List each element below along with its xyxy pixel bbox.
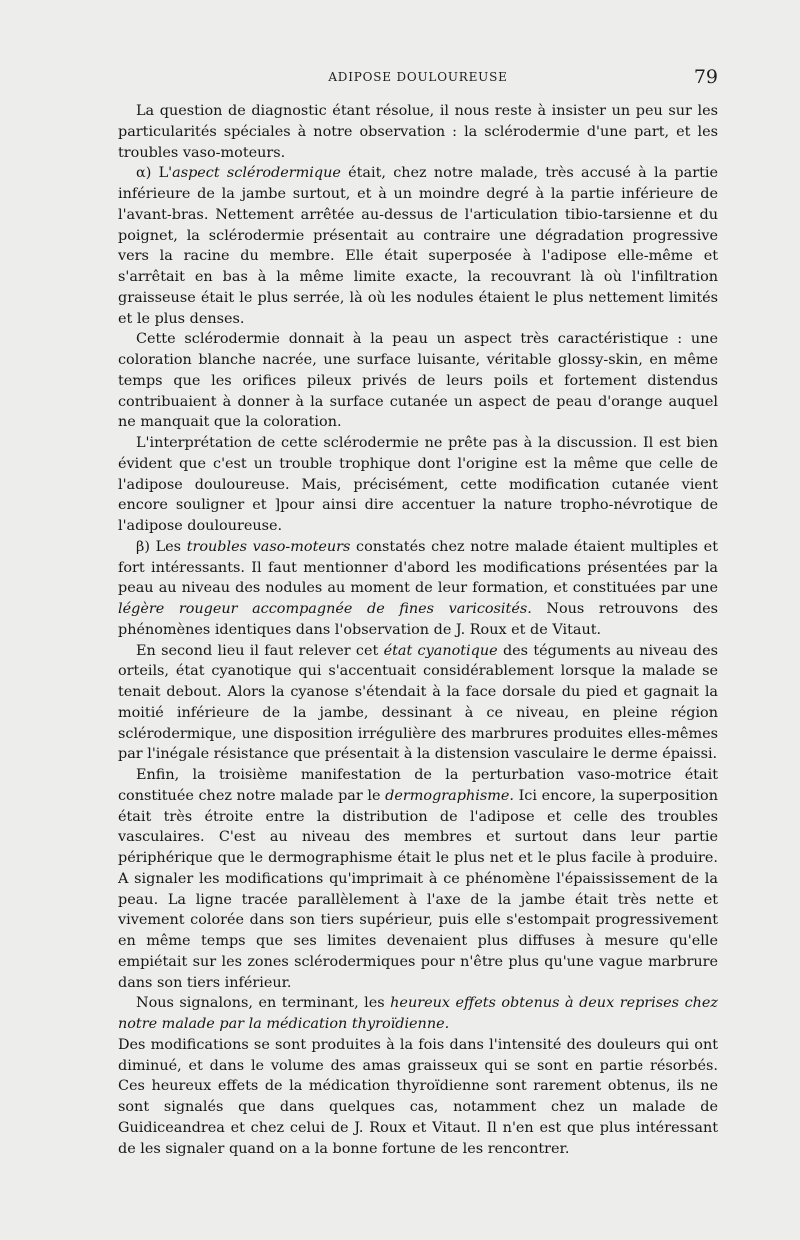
paragraph <box>118 101 718 163</box>
text-run: Des modifications se sont produites à la fois dans l'intensité des douleurs qui ont diminué, et dans le volume des amas graisseux qui se sont en partie résorbés. Ces heureux effets de la médication thyroïdienne sont rarement obtenus, ils ne sont signalés que dans quelques cas, notamment chez un malade de Guidiceandrea et chez celui de J. Roux et Vitaut. Il n'en est que plus intéressant de les signaler quand on a la bonne fortune de les rencontrer. <box>118 1036 718 1157</box>
text-run: constatés chez notre malade étaient multiples et fort intéressants. Il faut mentionner d'abord les modifications présentées par la peau au niveau des nodules au moment de leur formation, et constituées par une <box>118 538 718 597</box>
text-run: α) L' <box>136 165 173 182</box>
text-run: En second lieu il faut relever cet <box>136 642 384 659</box>
paragraph <box>118 993 718 1035</box>
italic-run: dermographisme. <box>385 787 514 804</box>
text-run: des téguments au niveau des orteils, état cyanotique qui s'accentuait considérablement lorsque la malade se tenait debout. Alors la cyanose s'étendait à la face dorsale du pied et gagnait la moitié inférieure de la jambe, dessinant à ce niveau, en pleine région sclérodermique, une disposition irrégulière des marbrures produites elles-mêmes par l'inégale résistance que présentait à la distension vasculaire le derme épaissi. <box>118 642 718 763</box>
text-run: Nous retrouvons des phénomènes identiques dans l'observation de J. Roux et de Vitaut. <box>118 601 718 638</box>
page-header <box>118 66 718 88</box>
text-run: Enfin, la troisième manifestation de la perturbation vaso-motrice était constituée chez notre malade par le <box>118 767 718 804</box>
paragraph <box>118 163 718 329</box>
text-run: L'interprétation de cette sclérodermie ne prête pas à la discussion. Il est bien évident que c'est un trouble trophique dont l'origine est la même que celle de l'adipose douloureuse. Mais, précisément, cette modification cutanée vient encore souligner et ]pour ainsi dire accentuer la nature tropho-névrotique de l'adipose douloureuse. <box>118 435 718 534</box>
paragraph <box>118 329 718 433</box>
text-run: β) Les <box>136 538 187 555</box>
italic-run: état cyanotique <box>383 642 498 659</box>
paragraph <box>118 537 718 641</box>
paragraph <box>118 433 718 537</box>
italic-run: heureux effets obtenus à deux reprises chez notre malade par la médication thyroïdienne. <box>118 995 718 1032</box>
text-run: La question de diagnostic étant résolue, il nous reste à insister un peu sur les particularités spéciales à notre observation : la sclérodermie d'une part, et les troubles vaso-moteurs. <box>118 103 718 161</box>
text-run: était, chez notre malade, très accusé à la partie inférieure de la jambe surtout, et à un moindre degré à la partie inférieure de l'avant-bras. Nettement arrêtée au-dessus de l'articulation tibio-tarsienne et du poignet, la sclérodermie présentait au contraire une dégradation progressive vers la racine du membre. Elle était superposée à l'adipose elle-même et s'arrêtait en bas à la même limite exacte, la recouvrant là où l'infiltration graisseuse était le plus serrée, là où les nodules étaient le plus nettement limités et le plus denses. <box>118 165 718 327</box>
page-number: 79 <box>693 66 718 88</box>
paragraph <box>118 765 718 993</box>
italic-run: troubles vaso-moteurs <box>186 538 351 555</box>
text-run: Nous signalons, en terminant, les <box>136 995 391 1012</box>
italic-run: aspect sclérodermique <box>172 165 341 182</box>
text-run: Cette sclérodermie donnait à la peau un aspect très caractéristique : une coloration blanche nacrée, une surface luisante, véritable glossy-skin, en même temps que les orifices pileux privés de leurs poils et fortement distendus contribuaient à donner à la surface cutanée un aspect de peau d'orange auquel ne manquait que la coloration. <box>118 331 718 431</box>
body-text <box>118 101 718 1159</box>
paragraph <box>118 1035 718 1160</box>
text-run: Ici encore, la superposition était très étroite entre la distribution de l'adipose et celle des troubles vasculaires. C'est au niveau des membres et surtout dans leur partie périphérique que le dermographisme était le plus net et le plus facile à produire. A signaler les modifications qu'imprimait à ce phénomène l'épaississement de la peau. La ligne tracée parallèlement à l'axe de la jambe était très nette et vivement colorée dans son tiers supérieur, puis elle s'estompait progressivement en même temps que ses limites devenaient plus diffuses à mesure qu'elle empiétait sur les zones sclérodermiques pour n'être plus qu'une vague marbrure dans son tiers inférieur. <box>118 787 718 991</box>
running-title: ADIPOSE DOULOUREUSE <box>328 70 508 84</box>
paragraph <box>118 641 718 766</box>
italic-run: légère rougeur accompagnée de fines varicosités. <box>118 601 532 617</box>
